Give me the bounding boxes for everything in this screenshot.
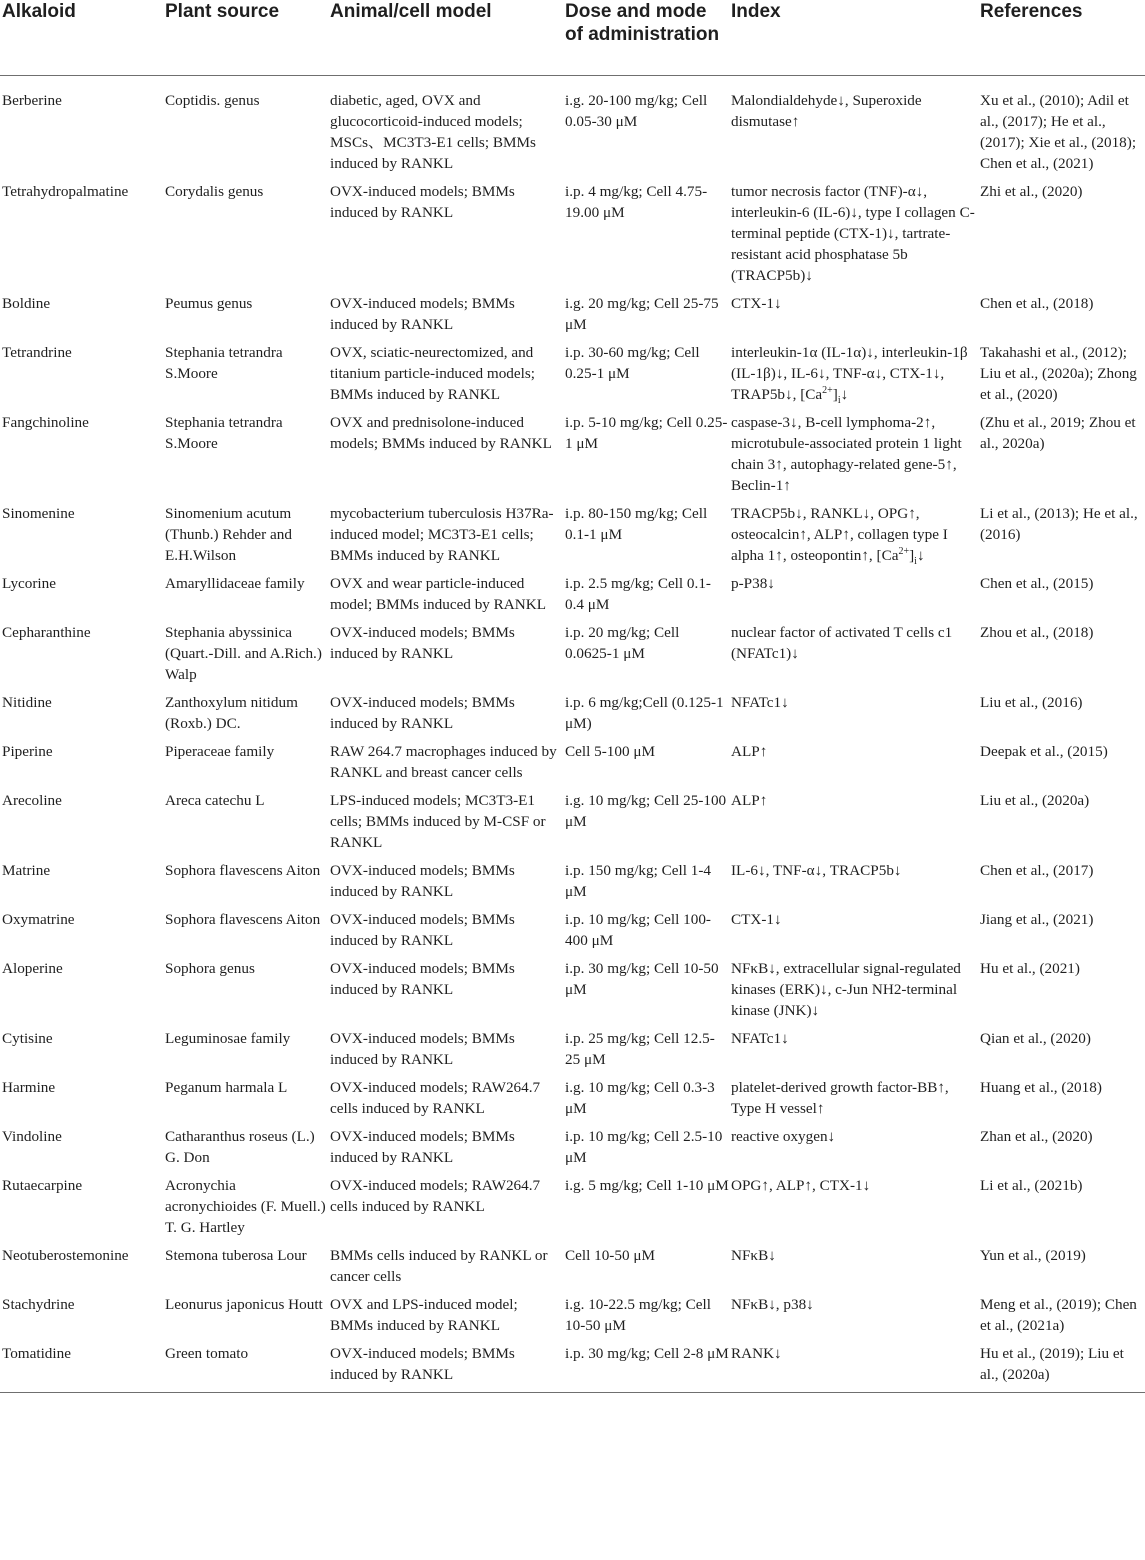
header-plant-source: Plant source <box>163 0 328 76</box>
cell-alkaloid: Fangchinoline <box>2 414 89 431</box>
cell-index: NFκB↓, extracellular signal-regulated kinases (ERK)↓, c-Jun NH2-terminal kinase (JNK)↓ <box>731 960 961 1019</box>
table-row <box>0 1245 1145 1294</box>
cell-references: Xu et al., (2010); Adil et al., (2017); He et al., (2017); Xie et al., (2018); Chen et al., (2021) <box>980 92 1137 172</box>
cell-dose: i.p. 20 mg/kg; Cell 0.0625-1 μM <box>565 624 680 662</box>
cell-plant-source: Sinomenium acutum (Thunb.) Rehder and E.H.Wilson <box>165 505 292 564</box>
cell-references: Chen et al., (2015) <box>980 575 1094 592</box>
cell-model: OVX-induced models; BMMs induced by RANKL <box>330 911 515 949</box>
cell-alkaloid: Stachydrine <box>2 1296 75 1313</box>
cell-index: CTX-1↓ <box>731 295 782 312</box>
table-row <box>0 1343 1145 1393</box>
cell-plant-source: Areca catechu L <box>165 792 265 809</box>
cell-dose: i.p. 30 mg/kg; Cell 10-50 μM <box>565 960 719 998</box>
cell-index: ALP↑ <box>731 743 768 760</box>
cell-index: NFκB↓ <box>731 1247 776 1264</box>
cell-model: OVX-induced models; BMMs induced by RANKL <box>330 624 515 662</box>
table-header <box>0 0 1145 76</box>
table-row <box>0 293 1145 342</box>
cell-index: p-P38↓ <box>731 575 775 592</box>
cell-index: ALP↑ <box>731 792 768 809</box>
cell-plant-source: Corydalis genus <box>165 183 264 200</box>
cell-alkaloid: Tetrandrine <box>2 344 72 361</box>
cell-plant-source: Piperaceae family <box>165 743 275 760</box>
cell-index: NFATc1↓ <box>731 1030 789 1047</box>
table-row <box>0 573 1145 622</box>
index-text: ] <box>832 386 838 403</box>
cell-model: OVX-induced models; BMMs induced by RANKL <box>330 295 515 333</box>
cell-plant-source: Sophora flavescens Aiton <box>165 862 321 879</box>
cell-references: Deepak et al., (2015) <box>980 743 1108 760</box>
cell-dose: i.g. 20-100 mg/kg; Cell 0.05-30 μM <box>565 92 708 130</box>
table-row <box>0 741 1145 790</box>
table-row <box>0 503 1145 573</box>
cell-alkaloid: Berberine <box>2 92 62 109</box>
cell-alkaloid: Aloperine <box>2 960 63 977</box>
cell-plant-source: Sophora flavescens Aiton <box>165 911 321 928</box>
header-index: Index <box>729 0 978 76</box>
cell-plant-source: Amaryllidaceae family <box>165 575 305 592</box>
table-body <box>0 76 1145 1393</box>
cell-plant-source: Zanthoxylum nitidum (Roxb.) DC. <box>165 694 298 732</box>
cell-model: OVX-induced models; RAW264.7 cells induced by RANKL <box>330 1079 541 1117</box>
cell-index: platelet-derived growth factor-BB↑, Type H vessel↑ <box>731 1079 949 1117</box>
cell-index: NFATc1↓ <box>731 694 789 711</box>
cell-dose: i.p. 25 mg/kg; Cell 12.5-25 μM <box>565 1030 715 1068</box>
cell-dose: i.p. 30 mg/kg; Cell 2-8 μM <box>563 1343 729 1393</box>
cell-references: Hu et al., (2021) <box>980 960 1080 977</box>
cell-model: LPS-induced models; MC3T3-E1 cells; BMMs induced by M-CSF or RANKL <box>330 792 546 851</box>
cell-model: BMMs cells induced by RANKL or cancer cells <box>330 1247 548 1285</box>
cell-references: Yun et al., (2019) <box>980 1247 1086 1264</box>
index-text: interleukin-1α (IL-1α)↓, interleukin-1β (IL-1β)↓, IL-6↓, TNF-α↓, CTX-1↓, TRAP5b↓, [Ca <box>731 344 968 403</box>
index-text: ↓ <box>840 386 849 403</box>
cell-alkaloid: Tomatidine <box>0 1343 163 1393</box>
cell-alkaloid: Nitidine <box>2 694 52 711</box>
cell-references: Zhou et al., (2018) <box>980 624 1094 641</box>
cell-dose: i.g. 10 mg/kg; Cell 25-100 μM <box>565 792 727 830</box>
cell-alkaloid: Cepharanthine <box>2 624 91 641</box>
header-animal-cell-model: Animal/cell model <box>328 0 563 76</box>
cell-plant-source: Leguminosae family <box>165 1030 291 1047</box>
cell-plant-source: Peganum harmala L <box>165 1079 288 1096</box>
cell-references: (Zhu et al., 2019; Zhou et al., 2020a) <box>980 414 1136 452</box>
table-row <box>0 76 1145 182</box>
index-text: ↓ <box>916 547 925 564</box>
cell-model: OVX-induced models; RAW264.7 cells induced by RANKL <box>330 1177 541 1215</box>
table-row <box>0 790 1145 860</box>
superscript: 2+ <box>898 545 910 557</box>
cell-alkaloid: Oxymatrine <box>2 911 75 928</box>
cell-model: OVX and LPS-induced model; BMMs induced by RANKL <box>330 1296 518 1334</box>
cell-alkaloid: Arecoline <box>2 792 62 809</box>
cell-alkaloid: Lycorine <box>2 575 56 592</box>
cell-index: Malondialdehyde↓, Superoxide dismutase↑ <box>731 92 922 130</box>
table-row <box>0 1126 1145 1175</box>
cell-dose: i.p. 4 mg/kg; Cell 4.75-19.00 μM <box>565 183 708 221</box>
cell-alkaloid: Rutaecarpine <box>2 1177 83 1194</box>
cell-model: OVX-induced models; BMMs induced by RANKL <box>330 1030 515 1068</box>
cell-references: Hu et al., (2019); Liu et al., (2020a) <box>978 1343 1145 1393</box>
table-row <box>0 692 1145 741</box>
cell-references: Liu et al., (2016) <box>980 694 1083 711</box>
cell-alkaloid: Tetrahydropalmatine <box>2 183 129 200</box>
cell-index: reactive oxygen↓ <box>731 1128 836 1145</box>
cell-dose: i.p. 10 mg/kg; Cell 2.5-10 μM <box>565 1128 723 1166</box>
cell-references: Chen et al., (2017) <box>980 862 1094 879</box>
subscript: i <box>837 395 841 407</box>
table-row <box>0 412 1145 503</box>
cell-index: RANK↓ <box>729 1343 978 1393</box>
cell-index: tumor necrosis factor (TNF)-α↓, interleukin-6 (IL-6)↓, type I collagen C-terminal peptide (CTX-1)↓, tartrate-resistant acid phosphatase 5b (TRACP5b)↓ <box>731 183 975 284</box>
cell-index: caspase-3↓, B-cell lymphoma-2↑, microtubule-associated protein 1 light chain 3↑, autophagy-related gene-5↑, Beclin-1↑ <box>731 414 962 494</box>
table-row <box>0 1175 1145 1245</box>
index-text: TRACP5b↓, RANKL↓, OPG↑, osteocalcin↑, ALP↑, collagen type I alpha 1↑, osteopontin↑, [Ca <box>731 505 948 564</box>
cell-alkaloid: Matrine <box>2 862 51 879</box>
cell-alkaloid: Piperine <box>2 743 53 760</box>
cell-model: OVX-induced models; BMMs induced by RANKL <box>328 1343 563 1393</box>
cell-model: OVX-induced models; BMMs induced by RANKL <box>330 1128 515 1166</box>
cell-plant-source: Leonurus japonicus Houtt <box>165 1296 323 1313</box>
cell-model: mycobacterium tuberculosis H37Ra-induced model; MC3T3-E1 cells; BMMs induced by RANKL <box>330 505 554 564</box>
header-references: References <box>978 0 1145 76</box>
cell-dose: i.g. 5 mg/kg; Cell 1-10 μM <box>565 1177 729 1194</box>
cell-references: Takahashi et al., (2012); Liu et al., (2020a); Zhong et al., (2020) <box>980 344 1137 403</box>
cell-model: OVX-induced models; BMMs induced by RANKL <box>330 862 515 900</box>
cell-dose: i.p. 6 mg/kg;Cell (0.125-1 μM) <box>565 694 724 732</box>
cell-alkaloid: Cytisine <box>2 1030 53 1047</box>
header-row <box>0 0 1145 76</box>
cell-plant-source: Stephania tetrandra S.Moore <box>165 344 283 382</box>
cell-dose: i.g. 10-22.5 mg/kg; Cell 10-50 μM <box>565 1296 711 1334</box>
cell-plant-source: Green tomato <box>163 1343 328 1393</box>
cell-plant-source: Stemona tuberosa Lour <box>165 1247 307 1264</box>
cell-model: OVX and wear particle-induced model; BMMs induced by RANKL <box>330 575 546 613</box>
cell-plant-source: Stephania tetrandra S.Moore <box>165 414 283 452</box>
cell-dose: i.g. 20 mg/kg; Cell 25-75 μM <box>565 295 719 333</box>
table-row <box>0 622 1145 692</box>
header-alkaloid: Alkaloid <box>0 0 163 76</box>
cell-index <box>729 342 978 412</box>
cell-alkaloid: Neotuberostemonine <box>2 1247 129 1264</box>
cell-plant-source: Catharanthus roseus (L.) G. Don <box>165 1128 315 1166</box>
cell-model: diabetic, aged, OVX and glucocorticoid-induced models; MSCs、MC3T3-E1 cells; BMMs induced by RANKL <box>330 92 536 172</box>
superscript: 2+ <box>822 384 833 396</box>
cell-model: OVX-induced models; BMMs induced by RANKL <box>330 694 515 732</box>
cell-model: OVX-induced models; BMMs induced by RANKL <box>330 183 515 221</box>
cell-model: OVX-induced models; BMMs induced by RANKL <box>330 960 515 998</box>
index-text: ] <box>909 547 915 564</box>
cell-alkaloid: Sinomenine <box>2 505 75 522</box>
cell-index: NFκB↓, p38↓ <box>731 1296 814 1313</box>
cell-references: Qian et al., (2020) <box>980 1030 1091 1047</box>
table-row <box>0 1077 1145 1126</box>
header-dose-administration: Dose and mode of administration <box>563 0 729 76</box>
cell-dose: i.p. 10 mg/kg; Cell 100-400 μM <box>565 911 711 949</box>
cell-references: Meng et al., (2019); Chen et al., (2021a) <box>980 1296 1137 1334</box>
cell-alkaloid: Harmine <box>2 1079 56 1096</box>
cell-references: Zhan et al., (2020) <box>980 1128 1093 1145</box>
cell-model: OVX and prednisolone-induced models; BMMs induced by RANKL <box>330 414 552 452</box>
cell-dose: i.g. 10 mg/kg; Cell 0.3-3 μM <box>565 1079 715 1117</box>
cell-index: CTX-1↓ <box>731 911 782 928</box>
cell-dose: Cell 10-50 μM <box>565 1247 655 1264</box>
cell-index <box>729 503 978 573</box>
cell-plant-source: Acronychia acronychioides (F. Muell.) T. G. Hartley <box>165 1177 326 1236</box>
cell-plant-source: Peumus genus <box>165 295 253 312</box>
cell-dose: i.p. 80-150 mg/kg; Cell 0.1-1 μM <box>565 505 708 543</box>
cell-plant-source: Coptidis. genus <box>165 92 260 109</box>
cell-dose: i.p. 30-60 mg/kg; Cell 0.25-1 μM <box>565 344 700 382</box>
table-row <box>0 860 1145 909</box>
cell-alkaloid: Boldine <box>2 295 51 312</box>
cell-model: OVX, sciatic-neurectomized, and titanium particle-induced models; BMMs induced by RANKL <box>330 344 535 403</box>
cell-plant-source: Stephania abyssinica (Quart.-Dill. and A.Rich.) Walp <box>165 624 322 683</box>
cell-index: IL-6↓, TNF-α↓, TRACP5b↓ <box>731 862 902 879</box>
cell-references: Liu et al., (2020a) <box>980 792 1090 809</box>
table-row <box>0 1294 1145 1343</box>
cell-dose: i.p. 5-10 mg/kg; Cell 0.25-1 μM <box>565 414 728 452</box>
cell-dose: Cell 5-100 μM <box>565 743 655 760</box>
cell-index: nuclear factor of activated T cells c1 (NFATc1)↓ <box>731 624 953 662</box>
cell-references: Li et al., (2013); He et al., (2016) <box>980 505 1138 543</box>
table-row <box>0 342 1145 412</box>
table-row <box>0 1028 1145 1077</box>
table-row <box>0 909 1145 958</box>
cell-plant-source: Sophora genus <box>165 960 255 977</box>
cell-dose: i.p. 2.5 mg/kg; Cell 0.1-0.4 μM <box>565 575 711 613</box>
table-row <box>0 958 1145 1028</box>
cell-references: Jiang et al., (2021) <box>980 911 1094 928</box>
cell-index: OPG↑, ALP↑, CTX-1↓ <box>731 1177 871 1194</box>
cell-references: Zhi et al., (2020) <box>980 183 1083 200</box>
cell-references: Huang et al., (2018) <box>980 1079 1102 1096</box>
table-row <box>0 181 1145 293</box>
cell-references: Li et al., (2021b) <box>980 1177 1083 1194</box>
cell-references: Chen et al., (2018) <box>980 295 1094 312</box>
cell-dose: i.p. 150 mg/kg; Cell 1-4 μM <box>565 862 711 900</box>
subscript: i <box>914 556 917 568</box>
cell-alkaloid: Vindoline <box>2 1128 62 1145</box>
cell-model: RAW 264.7 macrophages induced by RANKL and breast cancer cells <box>330 743 557 781</box>
